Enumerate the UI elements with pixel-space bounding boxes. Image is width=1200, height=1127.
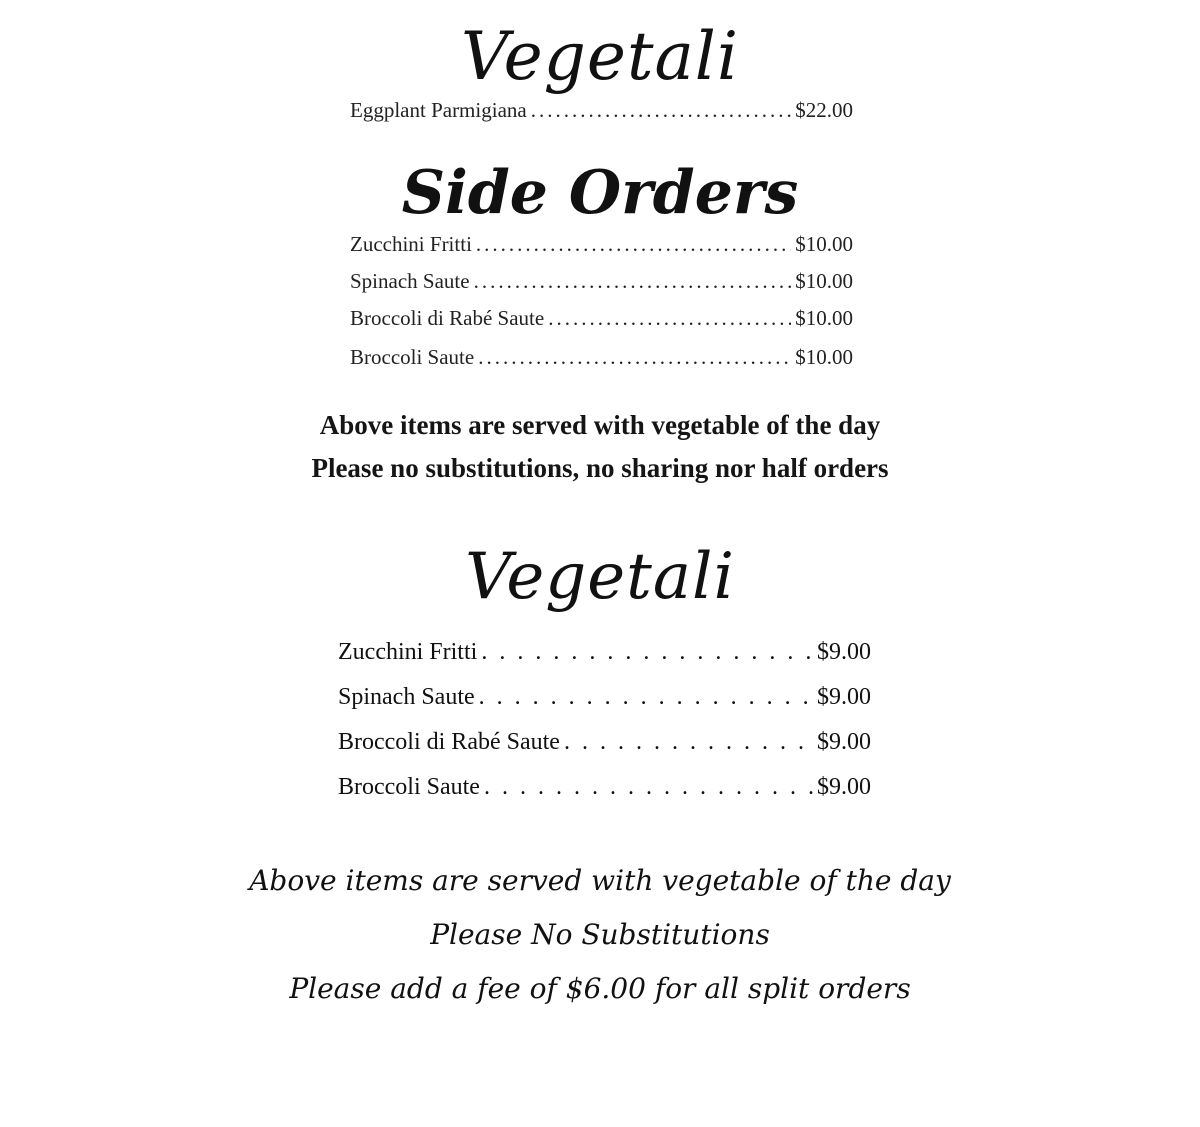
menu-item-price: $10.00 — [795, 232, 853, 256]
side-orders-note: Above items are served with vegetable of the day — [319, 410, 881, 440]
dot-leader — [484, 774, 813, 801]
menu-item-price: $10.00 — [795, 345, 853, 369]
menu-item-name: Zucchini Fritti — [338, 639, 478, 665]
section-title-vegetali: Vegetali — [460, 18, 740, 95]
menu-item-name: Broccoli di Rabé Saute — [350, 306, 545, 330]
dot-leader — [479, 684, 813, 711]
menu-item-name: Eggplant Parmigiana — [350, 98, 527, 122]
menu-item-price: $9.00 — [817, 639, 871, 665]
menu-item — [338, 729, 871, 756]
section-title-side-orders: Side Orders — [401, 158, 799, 228]
vegetali-note: Please add a fee of $6.00 for all split orders — [289, 972, 911, 1005]
menu-item-price: $10.00 — [795, 306, 853, 330]
vegetali-note: Please No Substitutions — [430, 918, 770, 951]
menu-item-price: $9.00 — [817, 729, 871, 755]
menu-item — [338, 774, 871, 801]
menu-item-name: Broccoli di Rabé Saute — [338, 729, 560, 755]
menu-item-name: Broccoli Saute — [338, 774, 480, 800]
section-title-vegetali: Vegetali — [465, 540, 735, 614]
side-orders-note: Please no substitutions, no sharing nor half orders — [311, 453, 889, 483]
menu-item — [350, 345, 853, 370]
menu-item-price: $22.00 — [795, 98, 853, 122]
menu-item-price: $9.00 — [817, 684, 871, 710]
menu-item-price: $9.00 — [817, 774, 871, 800]
vegetali-note: Above items are served with vegetable of the day — [249, 864, 951, 897]
menu-item — [338, 684, 871, 711]
menu-item — [350, 306, 853, 331]
menu-item — [338, 639, 871, 666]
dot-leader — [474, 269, 792, 294]
menu-item-name: Spinach Saute — [338, 684, 475, 710]
dot-leader — [478, 345, 791, 370]
menu-item-price: $10.00 — [795, 269, 853, 293]
dot-leader — [564, 729, 813, 756]
menu-item-name: Spinach Saute — [350, 269, 470, 293]
menu-item — [350, 98, 853, 123]
menu-item — [350, 269, 853, 294]
dot-leader — [476, 232, 791, 257]
dot-leader — [548, 306, 791, 331]
menu-item — [350, 232, 853, 257]
dot-leader — [531, 98, 792, 123]
menu-item-name: Zucchini Fritti — [350, 232, 472, 256]
menu-item-name: Broccoli Saute — [350, 345, 475, 369]
dot-leader — [481, 639, 813, 666]
